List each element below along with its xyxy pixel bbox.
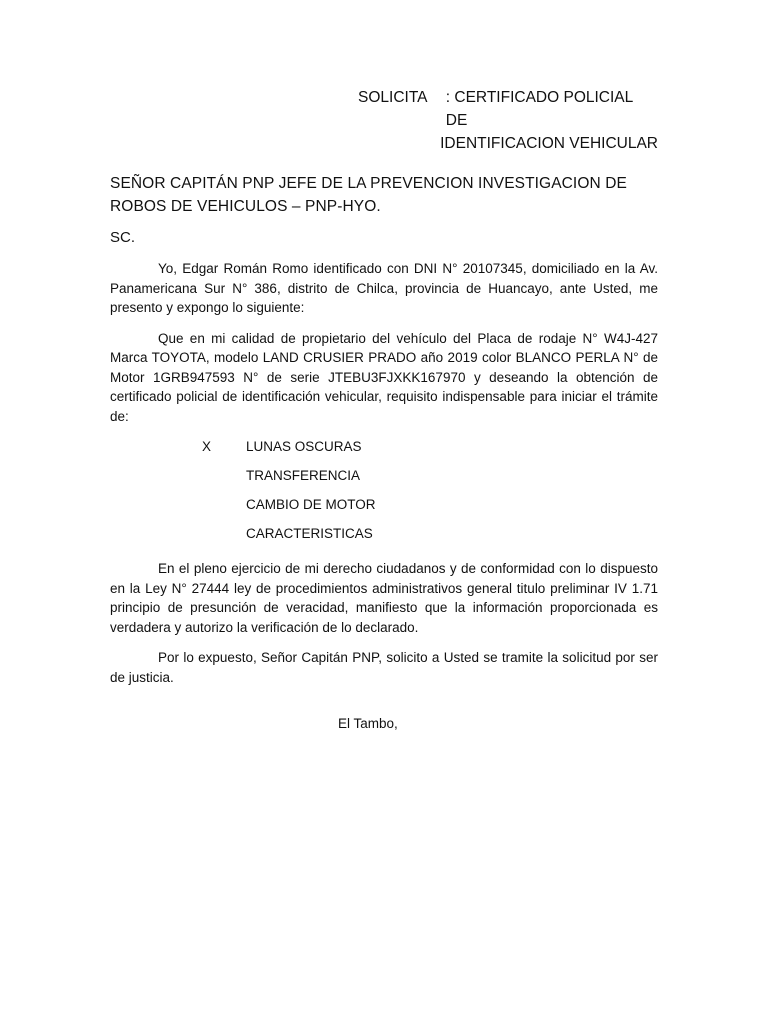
place-signature-line: El Tambo, [338,716,398,731]
letter-body [110,259,658,698]
subject-label: SOLICITA [358,89,428,106]
option-label: CARACTERISTICAS [246,526,373,541]
subject-title-line-2: IDENTIFICACION VEHICULAR [440,135,658,152]
option-item [110,466,658,495]
option-label: CAMBIO DE MOTOR [246,497,376,512]
option-item [110,495,658,524]
option-item [110,524,658,553]
subject-title-line-1: : CERTIFICADO POLICIAL DE [445,89,633,129]
paragraph-closing-request: Por lo expuesto, Señor Capitán PNP, solicito a Usted se tramite la solicitud por ser de justicia. [110,650,658,685]
subject-line-1 [358,86,658,132]
paragraph-legal-declaration: En el pleno ejercicio de mi derecho ciudadanos y de conformidad con lo dispuesto en la Ley N° 27444 ley de procedimientos administrativos general titulo preliminar IV 1.71 principio de presunción de veracidad, manifiesto que la información proporcionada es verdadera y autorizo la verificación de lo declarado. [110,561,658,635]
addressee-heading: SEÑOR CAPITÁN PNP JEFE DE LA PREVENCION INVESTIGACION DE ROBOS DE VEHICULOS – PNP-HYO. [110,175,627,215]
paragraph-vehicle-details: Que en mi calidad de propietario del vehículo del Placa de rodaje N° W4J-427 Marca TOYOTA, modelo LAND CRUSIER PRADO año 2019 color BLANCO PERLA N° de Motor 1GRB947593 N° de serie JTEBU3FJXKK167970 y deseando la obtención de certificado policial de identificación vehicular, requisito indispensable para iniciar el trámite de: [110,330,658,424]
option-label: TRANSFERENCIA [246,468,361,483]
option-item [110,437,658,466]
salutation: SC. [110,229,136,246]
paragraph-identification: Yo, Edgar Román Romo identificado con DNI N° 20107345, domiciliado en la Av. Panamericana Sur N° 386, distrito de Chilca, provincia de Huancayo, ante Usted, me presento y expongo lo siguiente: [110,261,658,315]
procedure-options-list [110,437,658,553]
option-label: LUNAS OSCURAS [246,439,362,454]
subject-block [358,86,658,155]
option-mark: X [202,439,212,454]
